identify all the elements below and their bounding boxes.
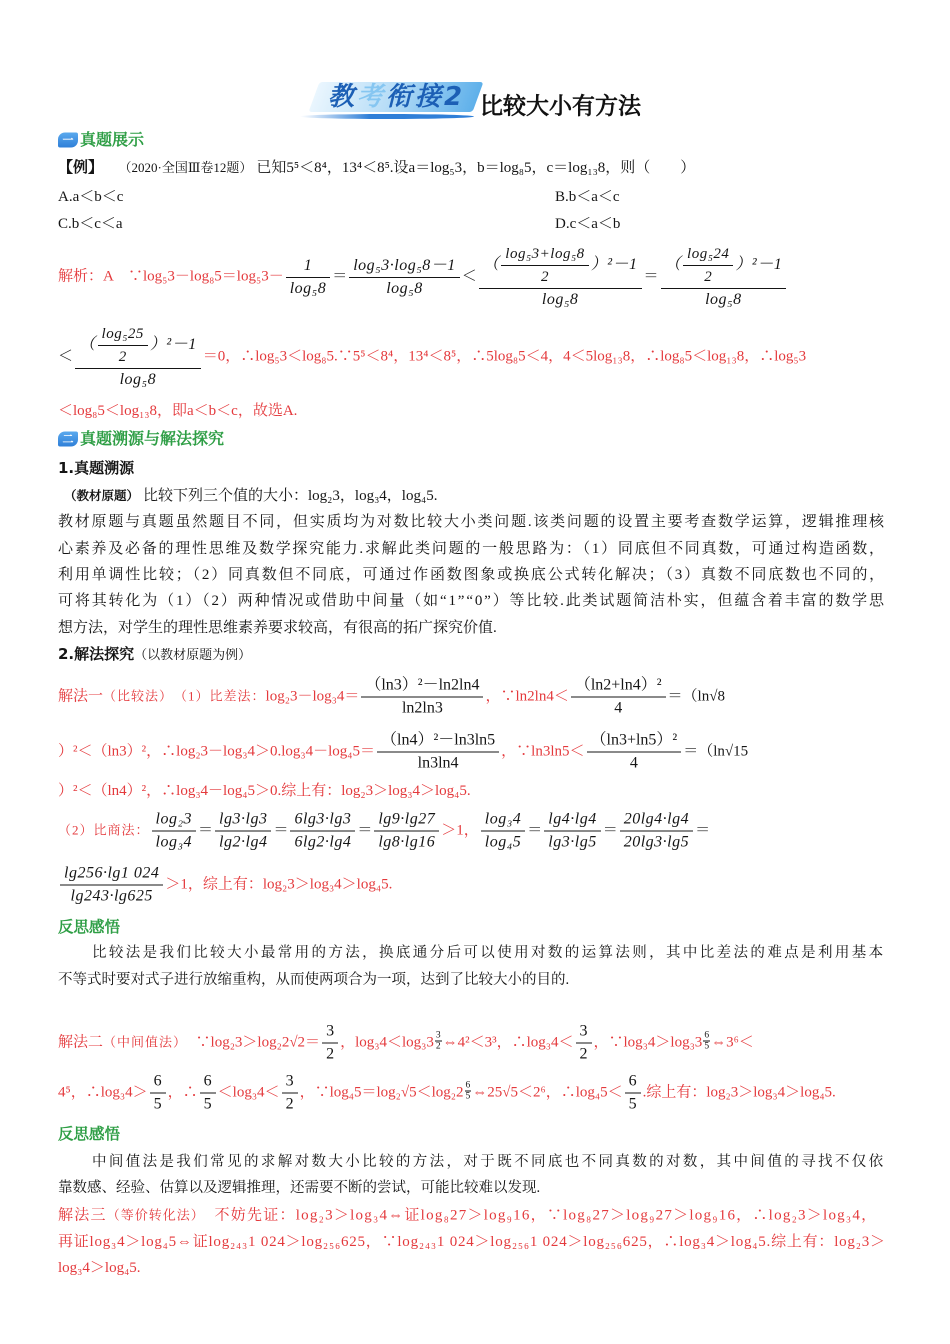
math-text: 5: [465, 1091, 471, 1102]
math-text: ，∵log₄5＝log₂√5＜log₂2: [299, 1084, 464, 1101]
math-text: ，∵log₃4＞log₃3: [593, 1034, 703, 1051]
denominator: [465, 1091, 472, 1101]
math-text: log₅3+log₅8: [505, 246, 585, 262]
denominator: [282, 1094, 298, 1115]
math-text: ）²＜（ln4）²，∴log₃4－log₄5＞0.综上有：log₂3＞log₃4＞log₄5.: [58, 783, 471, 799]
numerator: [215, 810, 271, 832]
math-text: log₃4: [484, 810, 522, 828]
math-text: lg4·lg4: [548, 810, 597, 828]
numerator: [620, 810, 693, 832]
page-title: 比较大小有方法: [480, 93, 641, 120]
math-text: 6: [203, 1072, 212, 1090]
math-text: ）²－1: [590, 256, 638, 274]
method-note: （比较法）: [103, 688, 167, 704]
denominator: [75, 369, 201, 390]
math-symbol: ＝: [273, 822, 289, 839]
math-symbol: ＜: [461, 268, 477, 285]
denominator: [322, 1044, 338, 1065]
math-symbol: ＜: [58, 348, 74, 365]
math-text: 5: [153, 1095, 162, 1113]
math-text: log₃4: [155, 833, 193, 851]
option-a: A.a＜b＜c: [58, 189, 124, 205]
math-text: ⇔4²＜3³，∴log₃4＜: [442, 1034, 574, 1051]
math-text: 2: [118, 349, 127, 365]
math-text: ＜log₈5＜log₁₃8，即a＜b＜c，故选A.: [58, 403, 298, 419]
section-2-title: 真题溯源与解法探究: [80, 429, 225, 448]
example-source: （2020·全国Ⅲ卷12题）: [125, 160, 253, 175]
fraction: [215, 810, 271, 853]
math-text: ，∴: [167, 1084, 198, 1101]
method-label: 解法一: [58, 686, 104, 705]
math-text: ，log₃4＜log₃3: [340, 1034, 434, 1051]
math-text: 再证log₃4＞log₄5⇔证log₂₄₃1 024＞log₂₅₆625，∵log₂₄₃1 024＞log₂₅₆1 024＞log₂₅₆625，∴log₃4＞log₄5.综上有：log₂3＞: [58, 1234, 886, 1250]
superscript-fraction: [703, 1030, 710, 1051]
math-text: 4⁵，∴log₃4＞: [58, 1084, 148, 1101]
math-text: log₂3: [155, 810, 193, 828]
banner-char-1: 教: [328, 82, 358, 112]
numerator: [571, 676, 666, 698]
reflection-2-line: 靠数感、经验、估算以及逻辑推理，还需要不断的尝试，可能比较难以发现.: [58, 1180, 541, 1196]
math-text: （ln3+ln5）²: [590, 731, 678, 749]
denominator: [200, 1094, 216, 1115]
denominator: [215, 832, 271, 853]
denominator: [290, 832, 355, 853]
denominator: [60, 886, 163, 907]
denominator: [571, 698, 666, 719]
topic-banner: [306, 80, 478, 114]
superscript-fraction: [435, 1030, 442, 1051]
trace-paragraph-line: 心素养及必备的理性思维及数学探究能力.求解此类问题的一般思路为：（1）同底但不同真数，可通过构造函数，: [58, 541, 886, 557]
math-text: log₅25: [101, 326, 144, 342]
solution-line-3: [58, 400, 297, 422]
fraction: [60, 864, 163, 907]
fraction: [620, 810, 693, 853]
banner-text: [328, 80, 465, 114]
option-b: B.b＜a＜c: [555, 189, 620, 205]
method-note: （中间值法）: [103, 1034, 181, 1050]
math-text: log₅8: [705, 291, 742, 308]
math-text: ）²－1: [735, 256, 783, 274]
textbook-text: 比较下列三个值的大小：log₂3，log₃4，log₄5.: [143, 488, 438, 504]
method-1-line-2: [58, 731, 748, 774]
method-3-line-3: [58, 1257, 141, 1279]
method-3-line-2: [58, 1231, 886, 1253]
banner-swoosh: [300, 114, 474, 119]
fraction: [481, 810, 526, 853]
math-text: 5: [628, 1095, 637, 1113]
reflection-2-line: 中间值法是我们常见的求解对数大小比较的方法，对于既不同底也不同真数的对数，其中间值的寻找不仅依: [92, 1154, 886, 1170]
method-note: （1）比差法：: [166, 688, 266, 704]
numerator: [150, 1072, 166, 1094]
fraction: [200, 1072, 216, 1115]
denominator: [703, 1041, 710, 1051]
math-text: log₅8: [289, 279, 327, 297]
math-text: （ln3）²－ln2ln4: [365, 676, 480, 694]
math-text: ⇔3⁶＜: [711, 1034, 754, 1051]
math-text: 20lg3·lg5: [623, 833, 690, 851]
math-text: 2: [704, 269, 713, 285]
fraction: [349, 256, 460, 299]
math-text: （ln4）²－ln3ln5: [381, 731, 496, 749]
numerator: [465, 1080, 472, 1091]
numerator: [349, 256, 460, 278]
math-text: ＞1，综上有：log₂3＞log₃4＞log₄5.: [165, 876, 393, 893]
explore-note: （以教材原题为例）: [134, 648, 252, 663]
method-3-line-1: [58, 1204, 877, 1227]
math-text: lg9·lg27: [378, 810, 436, 828]
denominator: [361, 698, 483, 719]
fraction: [322, 1022, 338, 1065]
method-label: 解法三: [58, 1205, 107, 1224]
math-text: ＜log₃4＜: [217, 1084, 280, 1101]
denominator: [481, 832, 526, 853]
method-note: （等价转化法）: [106, 1207, 199, 1223]
math-text: lg3·lg5: [548, 833, 597, 851]
numerator: [282, 1072, 298, 1094]
numerator: [60, 864, 163, 886]
math-text: （ln2+ln4）²: [574, 676, 662, 694]
method-2-line-1: [58, 1022, 754, 1065]
numerator: [576, 1022, 592, 1044]
math-text: 2: [326, 1045, 335, 1063]
solution-line-2: [58, 324, 806, 390]
math-text: 4: [629, 754, 638, 772]
trace-heading: 1.真题溯源: [58, 459, 135, 477]
example-line: [58, 157, 695, 179]
fraction: [661, 244, 787, 310]
math-text: log₅8: [386, 279, 423, 297]
math-text: 5: [203, 1095, 212, 1113]
fraction: [374, 810, 439, 853]
example-tag: 【例】: [58, 160, 104, 176]
math-text: 2: [579, 1045, 588, 1063]
fraction: [152, 810, 197, 853]
numerator: [661, 244, 787, 289]
denominator: [620, 832, 693, 853]
denominator: [374, 832, 439, 853]
numerator: [75, 324, 201, 369]
math-text: lg8·lg16: [378, 833, 436, 851]
solution-line-1: [58, 244, 788, 310]
numerator: [361, 676, 483, 698]
math-text: .综上有：log₂3＞log₃4＞log₄5.: [642, 1084, 836, 1101]
superscript-fraction: [465, 1080, 472, 1101]
denominator: [501, 266, 588, 287]
math-text: ⇔25√5＜2⁶，∴log₄5＜: [472, 1084, 623, 1101]
method-1-line-5: [58, 864, 392, 907]
denominator: [98, 346, 148, 367]
explore-heading-text: 2.解法探究: [58, 645, 135, 663]
numerator: [286, 256, 331, 278]
textbook-tag: （教材原题）: [64, 489, 140, 503]
numerator: [481, 810, 526, 832]
numerator: [377, 731, 499, 753]
math-text: log₄5: [484, 833, 522, 851]
math-text: 解析：A ∵log₅3－log₈5＝log₅3－: [58, 268, 284, 285]
math-text: ln2ln3: [401, 699, 443, 717]
math-text: 4: [614, 699, 623, 717]
option-c: C.b＜c＜a: [58, 216, 123, 232]
denominator: [683, 266, 733, 287]
denominator: [587, 753, 682, 774]
banner-char-2: 考: [357, 82, 387, 112]
method-1-line-4: [58, 810, 710, 853]
fraction: [75, 324, 201, 390]
numerator: [479, 244, 642, 289]
math-text: （: [664, 256, 682, 274]
fraction: [576, 1022, 592, 1065]
denominator: [286, 278, 331, 299]
math-text: ＞1，: [441, 822, 479, 839]
numerator: [587, 731, 682, 753]
math-text: 6lg2·lg4: [294, 833, 352, 851]
math-symbol: ＝: [643, 268, 659, 285]
math-text: ，∵ln3ln5＜: [501, 743, 585, 760]
math-text: lg243·lg625: [70, 887, 153, 905]
math-text: 2: [285, 1095, 294, 1113]
math-text: lg3·lg3: [219, 810, 268, 828]
math-symbol: ＝（ln√15: [683, 743, 749, 760]
numerator: [435, 1030, 442, 1041]
numerator: [152, 810, 197, 832]
math-text: 3: [285, 1072, 294, 1090]
method-1-line-3: [58, 780, 471, 802]
fraction: [286, 256, 331, 299]
math-symbol: ＝: [695, 822, 711, 839]
numerator: [322, 1022, 338, 1044]
math-text: ，∵ln2ln4＜: [485, 688, 569, 705]
textbook-line: [64, 485, 437, 507]
math-symbol: ＝: [357, 822, 373, 839]
math-text: ∵log₂3＞log₂2√2＝: [180, 1034, 321, 1051]
math-text: log₅24: [687, 246, 730, 262]
reflection-2-heading: 反思感悟: [58, 1125, 121, 1143]
math-text: 2: [435, 1041, 441, 1052]
reflection-1-line: 比较法是我们比较大小最常用的方法，换底通分后可以使用对数的运算法则，其中比差法的难点是利用基本: [92, 945, 886, 961]
numerator: [98, 324, 148, 346]
math-text: ln3ln4: [417, 754, 459, 772]
fraction: [150, 1072, 166, 1115]
denominator: [377, 753, 499, 774]
trace-paragraph-line: 可将其转化为（1）（2）两种情况或借助中间量（如“1”“0”）等比较.此类试题简洁朴实，但蕴含着丰富的数学思: [58, 593, 886, 609]
fraction: [625, 1072, 641, 1115]
math-text: log₃4＞log₄5.: [58, 1260, 141, 1276]
math-symbol: ＝: [602, 822, 618, 839]
numerator: [683, 244, 733, 266]
math-text: 20lg4·lg4: [623, 810, 690, 828]
example-stem: 已知5⁵＜8⁴，13⁴＜8⁵.设a＝log₅3，b＝log₈5，c＝log₁₃8，则（ ）: [256, 160, 696, 176]
math-symbol: ＝（ln√8: [667, 688, 725, 705]
math-symbol: ＝: [527, 822, 543, 839]
numerator: [290, 810, 355, 832]
fraction: [290, 810, 355, 853]
method-note: （2）比商法：: [58, 822, 150, 838]
fraction: [544, 810, 600, 853]
math-text: 6: [465, 1080, 471, 1091]
numerator: [200, 1072, 216, 1094]
denominator: [150, 1094, 166, 1115]
fraction: [683, 244, 733, 287]
math-text: 不妨先证：log₂3＞log₃4⇔证log₈27＞log₉16，∵log₈27＞log₉27＞log₉16，∴log₂3＞log₃4，: [198, 1207, 878, 1224]
math-text: log₅8: [541, 291, 579, 308]
math-text: 6: [153, 1072, 162, 1090]
method-1-line-1: [58, 676, 725, 719]
fraction: [479, 244, 642, 310]
method-2-line-2: [58, 1072, 836, 1115]
trace-paragraph-line: 利用单调性比较；（2）同真数但不同底，可通过作函数图象或换底公式转化解决；（3）真数不同底数也不同的，: [58, 567, 887, 583]
math-symbol: ＝: [332, 268, 348, 285]
math-text: ）²＜（ln3）²，∴log₂3－log₃4＞0.log₃4－log₄5＝: [58, 743, 376, 760]
denominator: [661, 289, 787, 310]
math-text: 1: [303, 256, 313, 274]
section-1-title: 真题展示: [80, 130, 145, 149]
math-text: 3: [579, 1022, 588, 1040]
section-2-badge: 二: [58, 432, 78, 447]
math-text: 6: [628, 1072, 637, 1090]
numerator: [544, 810, 600, 832]
math-text: ＝0，∴log₅3＜log₈5.∵5⁵＜8⁴，13⁴＜8⁵，∴5log₈5＜4，4＜5log₁₃8，∴log₈5＜log₁₃8，∴log₅3: [202, 348, 807, 365]
math-text: 6lg3·lg3: [294, 810, 352, 828]
fraction: [361, 676, 483, 719]
fraction: [571, 676, 666, 719]
fraction: [377, 731, 499, 774]
math-symbol: ＝: [198, 822, 214, 839]
denominator: [152, 832, 197, 853]
numerator: [374, 810, 439, 832]
math-text: 3: [435, 1030, 441, 1041]
reflection-1-line: 不等式时要对式子进行放缩重构，从而使两项合为一项，达到了比较大小的目的.: [58, 972, 570, 988]
fraction: [501, 244, 588, 287]
math-text: （: [79, 336, 96, 354]
trace-paragraph-line: 教材原题与真题虽然题目不同，但实质均为对数比较大小类问题.该类问题的设置主要考查数学运算，逻辑推理核: [58, 514, 886, 530]
denominator: [349, 278, 460, 299]
math-text: 5: [704, 1041, 710, 1052]
math-text: log₅8: [119, 371, 157, 388]
math-text: log₂3－log₃4＝: [265, 688, 360, 705]
fraction: [282, 1072, 298, 1115]
math-text: 6: [704, 1030, 710, 1041]
denominator: [625, 1094, 641, 1115]
math-text: lg256·lg1 024: [64, 864, 160, 882]
denominator: [576, 1044, 592, 1065]
math-text: 3: [326, 1022, 335, 1040]
numerator: [625, 1072, 641, 1094]
fraction: [98, 324, 148, 367]
numerator: [703, 1030, 710, 1041]
math-text: ）²－1: [149, 336, 197, 354]
denominator: [479, 289, 642, 310]
math-text: log₅3·log₅8－1: [353, 256, 456, 274]
math-text: lg2·lg4: [219, 833, 268, 851]
math-text: 2: [540, 269, 549, 285]
denominator: [544, 832, 600, 853]
banner-char-3: 衔接2: [386, 82, 466, 112]
section-1-badge: 一: [58, 133, 78, 148]
fraction: [587, 731, 682, 774]
denominator: [435, 1041, 442, 1051]
math-text: （: [482, 256, 500, 274]
method-label: 解法二: [58, 1032, 104, 1051]
reflection-1-heading: 反思感悟: [58, 918, 121, 936]
numerator: [501, 244, 588, 266]
option-d: D.c＜a＜b: [555, 216, 621, 232]
trace-paragraph-line: 想方法，对学生的理性思维素养要求较高，有很高的拓广探究价值.: [58, 620, 497, 636]
explore-heading: [58, 643, 251, 667]
